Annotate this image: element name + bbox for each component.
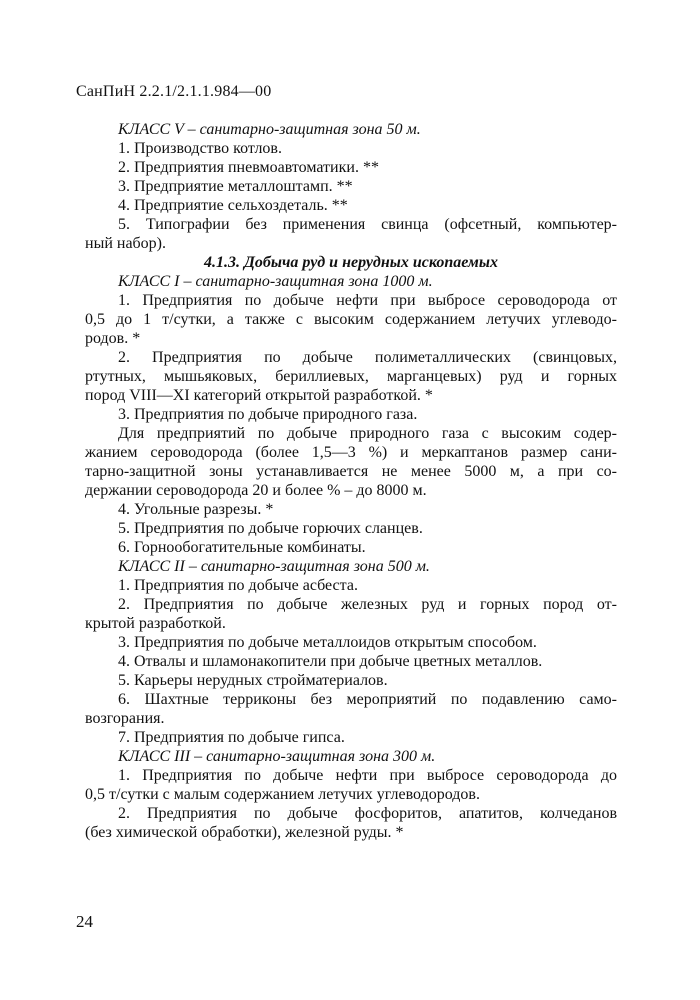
list-item: 5. Карьеры нерудных стройматериалов. (118, 672, 388, 689)
list-item: 1. Предприятия по добыче нефти при выбросе сероводорода до (118, 767, 617, 784)
class-heading: КЛАСС I – санитарно-защитная зона 1000 м. (118, 273, 433, 290)
list-item-continuation: крытой разработкой. (85, 615, 226, 632)
list-item: 6. Горнообогатительные комбинаты. (118, 539, 366, 556)
list-item: 5. Типографии без применения свинца (офсетный, компьютер- (118, 216, 617, 233)
paragraph-line: Для предприятий по добыче природного газа с высоким содер- (118, 425, 617, 442)
list-item: 1. Предприятия по добыче нефти при выбросе сероводорода от (118, 292, 617, 309)
section-heading: 4.1.3. Добыча руд и нерудных ископаемых (203, 254, 498, 271)
list-item: 5. Предприятия по добыче горючих сланцев. (118, 520, 423, 537)
list-item-continuation: родов. * (85, 330, 141, 347)
list-item: 2. Предприятия по добыче фосфоритов, апатитов, колчеданов (118, 805, 617, 822)
class-heading: КЛАСС III – санитарно-защитная зона 300 м. (118, 748, 436, 765)
list-item: 3. Предприятия по добыче природного газа. (118, 406, 418, 423)
list-item: 4. Предприятие сельхоздеталь. ** (118, 197, 348, 214)
list-item-continuation: 0,5 т/сутки с малым содержанием летучих углеводородов. (85, 786, 480, 803)
list-item: 4. Отвалы и шламонакопители при добыче цветных металлов. (118, 653, 543, 670)
paragraph-line: держании сероводорода 20 и более % – до 8000 м. (85, 482, 427, 499)
list-item: 6. Шахтные терриконы без мероприятий по подавлению само- (118, 691, 617, 708)
paragraph-line: жанием сероводорода (более 1,5—3 %) и меркаптанов размер сани- (85, 444, 617, 461)
list-item: 1. Предприятия по добыче асбеста. (118, 577, 358, 594)
class-heading: КЛАСС V – санитарно-защитная зона 50 м. (118, 121, 421, 138)
list-item: 1. Производство котлов. (118, 140, 282, 157)
list-item: 2. Предприятия по добыче полиметаллических (свинцовых, (118, 349, 617, 366)
class-heading: КЛАСС II – санитарно-защитная зона 500 м. (118, 558, 430, 575)
list-item-continuation: возгорания. (85, 710, 165, 727)
list-item: 2. Предприятия пневмоавтоматики. ** (118, 159, 379, 176)
list-item: 2. Предприятия по добыче железных руд и горных пород от- (118, 596, 617, 613)
list-item: 3. Предприятие металлоштамп. ** (118, 178, 353, 195)
list-item-continuation: ртутных, мышьяковых, бериллиевых, марганцевых) руд и горных (85, 368, 617, 385)
page-number: 24 (76, 912, 93, 931)
list-item-continuation: (без химической обработки), железной руды. * (85, 824, 404, 841)
list-item-continuation: пород VIII—XI категорий открытой разработкой. * (85, 387, 433, 404)
list-item-continuation: 0,5 до 1 т/сутки, а также с высоким содержанием летучих углеводо- (85, 311, 617, 328)
document-body (85, 120, 617, 842)
list-item: 3. Предприятия по добыче металлоидов открытым способом. (118, 634, 537, 651)
list-item: 7. Предприятия по добыче гипса. (118, 729, 345, 746)
list-item: 4. Угольные разрезы. * (118, 501, 274, 518)
document-header: СанПиН 2.2.1/2.1.1.984—00 (76, 83, 272, 100)
paragraph-line: тарно-защитной зоны устанавливается не менее 5000 м, а при со- (85, 463, 617, 480)
list-item-continuation: ный набор). (85, 235, 167, 252)
